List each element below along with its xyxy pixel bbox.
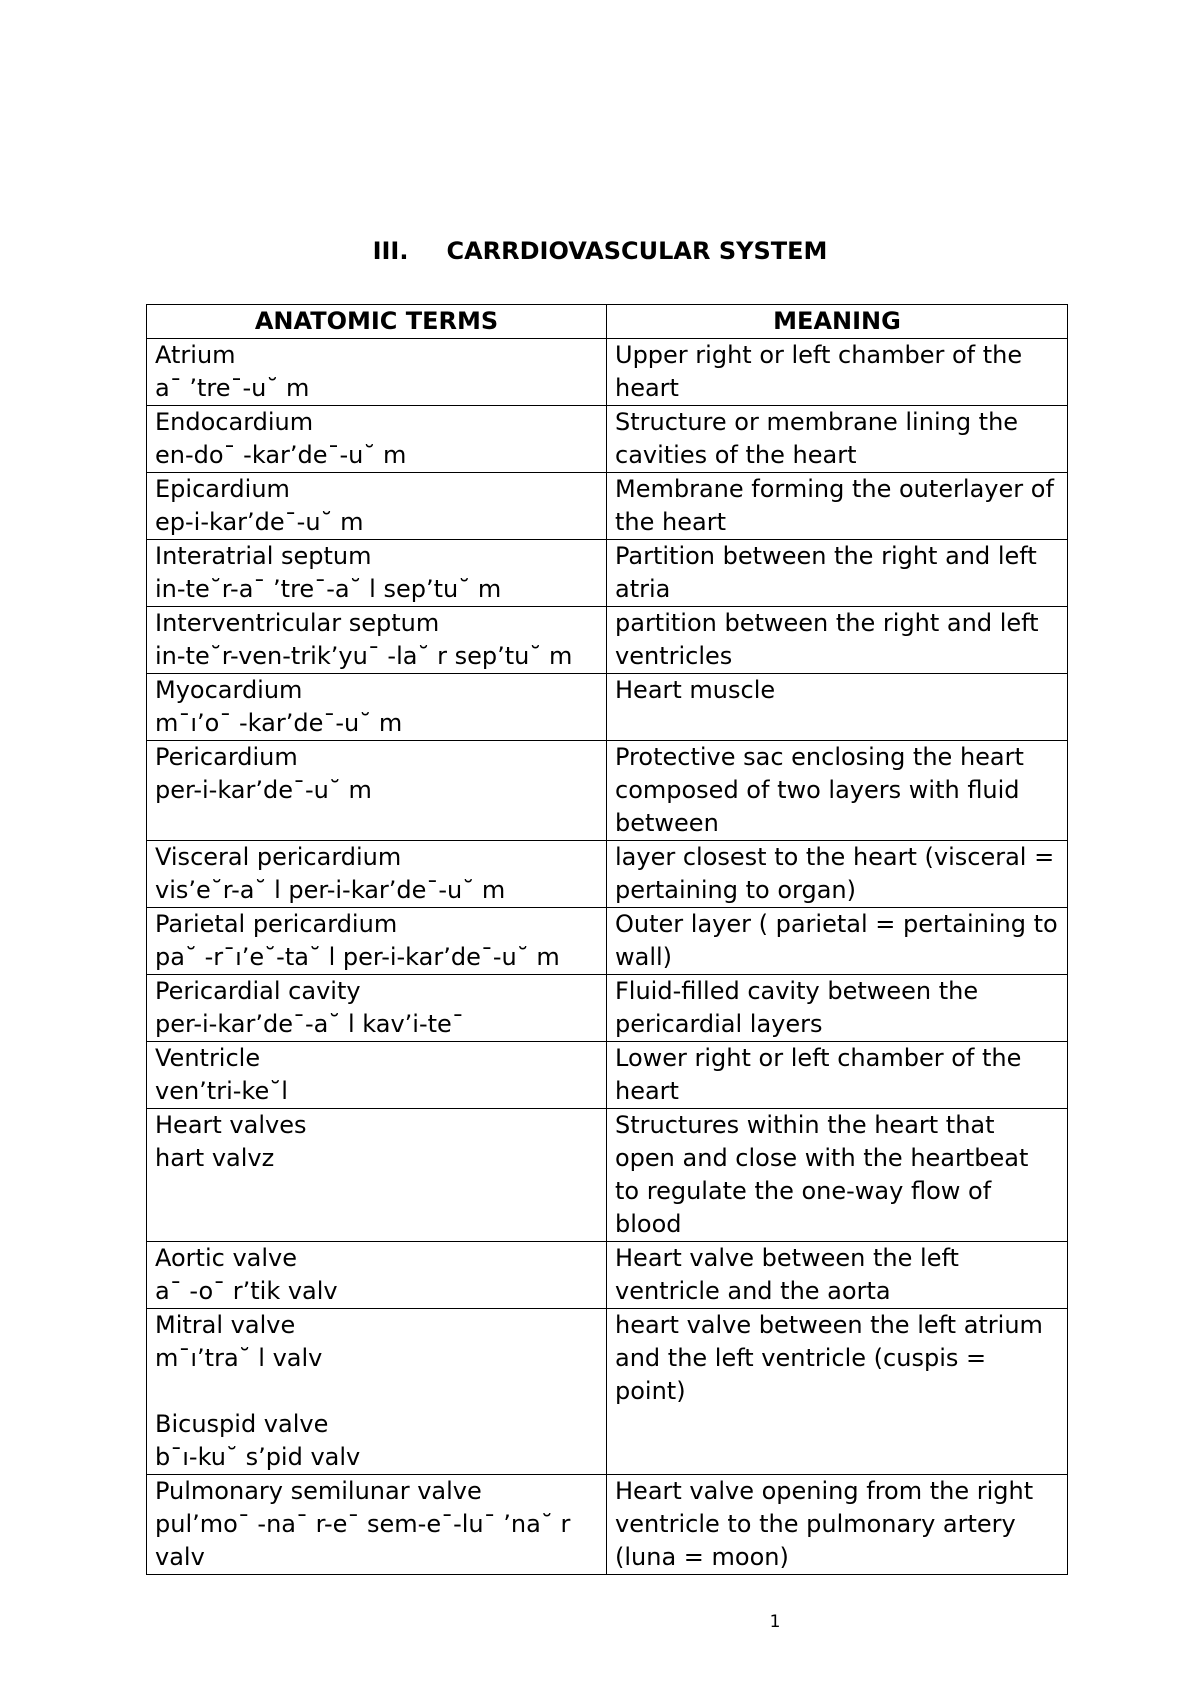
term-meaning: heart valve between the left atrium and the left ventricle (cuspis = point) <box>615 1311 1043 1405</box>
term-pronunciation: ep-i-kar’de¯-u˘ m <box>155 508 364 536</box>
term-name: Ventricle <box>155 1044 261 1072</box>
term-cell <box>147 908 607 975</box>
term-pronunciation: a¯ ’tre¯-u˘ m <box>155 374 310 402</box>
term-meaning: Membrane forming the outerlayer of the heart <box>615 475 1054 536</box>
term-meaning: Heart muscle <box>615 676 776 704</box>
term-cell <box>147 607 607 674</box>
term-cell <box>147 975 607 1042</box>
term-name: Parietal pericardium <box>155 910 398 938</box>
term-pronunciation: vis’e˘r-a˘ l per-i-kar’de¯-u˘ m <box>155 876 506 904</box>
table-row <box>147 908 1068 975</box>
term-pronunciation: hart valvz <box>155 1144 275 1172</box>
meaning-cell <box>607 741 1068 841</box>
term-pronunciation: pul’mo¯ -na¯ r-e¯ sem-e¯-lu¯ ’na˘ r valv <box>155 1510 571 1571</box>
term-name: Endocardium <box>155 408 314 436</box>
meaning-cell <box>607 674 1068 741</box>
term-pronunciation: in-te˘r-a¯ ’tre¯-a˘ l sep’tu˘ m <box>155 575 502 603</box>
term-pronunciation: m¯ı’tra˘ l valv <box>155 1344 323 1372</box>
term-meaning: partition between the right and left ventricles <box>615 609 1039 670</box>
section-title <box>0 236 1200 266</box>
term-pronunciation: in-te˘r-ven-trik’yu¯ -la˘ r sep’tu˘ m <box>155 642 573 670</box>
header-anatomic-terms: ANATOMIC TERMS <box>147 305 607 339</box>
table-row <box>147 1109 1068 1242</box>
alternate-term-pronunciation: b¯ı-ku˘ s’pid valv <box>155 1443 361 1471</box>
term-cell <box>147 1309 607 1475</box>
term-cell <box>147 741 607 841</box>
term-name: Visceral pericardium <box>155 843 402 871</box>
term-cell <box>147 540 607 607</box>
meaning-cell <box>607 1242 1068 1309</box>
term-meaning: Upper right or left chamber of the heart <box>615 341 1023 402</box>
table-row <box>147 741 1068 841</box>
term-pronunciation: per-i-kar’de¯-a˘ l kav’i-te¯ <box>155 1010 464 1038</box>
table-row <box>147 1309 1068 1475</box>
term-meaning: Outer layer ( parietal = pertaining to wall) <box>615 910 1058 971</box>
term-cell <box>147 1042 607 1109</box>
anatomic-terms-table <box>146 304 1068 1575</box>
table-row <box>147 1242 1068 1309</box>
term-name: Myocardium <box>155 676 303 704</box>
term-meaning: Fluid-filled cavity between the pericardial layers <box>615 977 979 1038</box>
table-row <box>147 607 1068 674</box>
term-pronunciation: m¯ı’o¯ -kar’de¯-u˘ m <box>155 709 403 737</box>
term-meaning: Heart valve opening from the right ventricle to the pulmonary artery (luna = moon) <box>615 1477 1034 1571</box>
term-pronunciation: per-i-kar’de¯-u˘ m <box>155 776 372 804</box>
term-meaning: Structure or membrane lining the cavities of the heart <box>615 408 1019 469</box>
term-cell <box>147 1242 607 1309</box>
meaning-cell <box>607 1109 1068 1242</box>
header-meaning: MEANING <box>607 305 1068 339</box>
table-row <box>147 674 1068 741</box>
term-pronunciation: a¯ -o¯ r’tik valv <box>155 1277 338 1305</box>
meaning-cell <box>607 975 1068 1042</box>
term-pronunciation: en-do¯ -kar’de¯-u˘ m <box>155 441 407 469</box>
term-name: Pericardial cavity <box>155 977 361 1005</box>
term-meaning: Protective sac enclosing the heart composed of two layers with fluid between <box>615 743 1024 837</box>
term-name: Atrium <box>155 341 236 369</box>
term-name: Pericardium <box>155 743 298 771</box>
table-row <box>147 540 1068 607</box>
meaning-cell <box>607 1309 1068 1475</box>
term-pronunciation: pa˘ -r¯ı’e˘-ta˘ l per-i-kar’de¯-u˘ m <box>155 943 560 971</box>
table-row <box>147 339 1068 406</box>
table-row <box>147 841 1068 908</box>
term-name: Pulmonary semilunar valve <box>155 1477 482 1505</box>
section-title-text: CARRDIOVASCULAR SYSTEM <box>446 237 828 265</box>
term-name: Heart valves <box>155 1111 307 1139</box>
table-row <box>147 975 1068 1042</box>
meaning-cell <box>607 607 1068 674</box>
term-meaning: Structures within the heart that open and close with the heartbeat to regulate the one-way flow of blood <box>615 1111 1029 1238</box>
term-name: Interatrial septum <box>155 542 372 570</box>
table-row <box>147 473 1068 540</box>
meaning-cell <box>607 1475 1068 1575</box>
meaning-cell <box>607 1042 1068 1109</box>
meaning-cell <box>607 841 1068 908</box>
term-name: Mitral valve <box>155 1311 296 1339</box>
meaning-cell <box>607 339 1068 406</box>
term-cell <box>147 1109 607 1242</box>
term-cell <box>147 841 607 908</box>
table-row <box>147 1475 1068 1575</box>
page-number: 1 <box>769 1612 781 1632</box>
meaning-cell <box>607 540 1068 607</box>
term-meaning: Partition between the right and left atria <box>615 542 1037 603</box>
term-cell <box>147 406 607 473</box>
term-meaning: Heart valve between the left ventricle and the aorta <box>615 1244 959 1305</box>
term-cell <box>147 674 607 741</box>
table-header-row <box>147 305 1068 339</box>
term-cell <box>147 1475 607 1575</box>
table-row <box>147 1042 1068 1109</box>
meaning-cell <box>607 908 1068 975</box>
term-cell <box>147 339 607 406</box>
term-pronunciation: ven’tri-ke˘l <box>155 1077 288 1105</box>
table-row <box>147 406 1068 473</box>
term-name: Epicardium <box>155 475 290 503</box>
meaning-cell <box>607 473 1068 540</box>
meaning-cell <box>607 406 1068 473</box>
term-name: Interventricular septum <box>155 609 440 637</box>
term-meaning: layer closest to the heart (visceral = pertaining to organ) <box>615 843 1055 904</box>
section-number: III. <box>372 237 409 265</box>
term-meaning: Lower right or left chamber of the heart <box>615 1044 1022 1105</box>
alternate-term-name: Bicuspid valve <box>155 1410 329 1438</box>
term-cell <box>147 473 607 540</box>
term-name: Aortic valve <box>155 1244 297 1272</box>
